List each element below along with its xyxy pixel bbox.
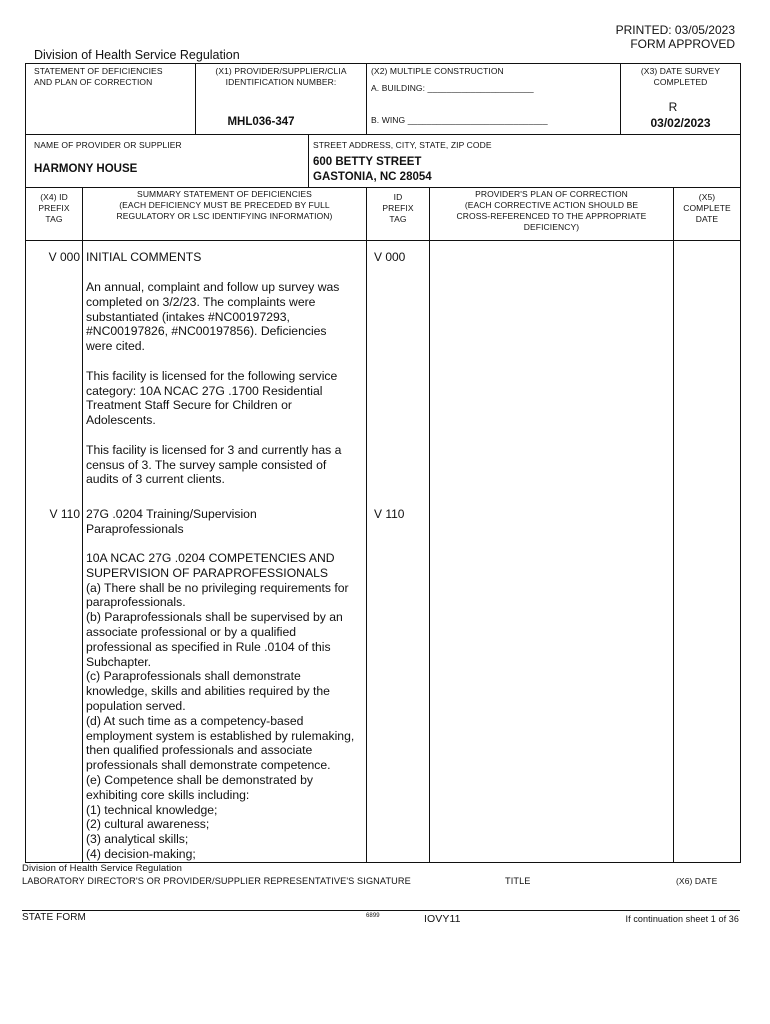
statement-label: STATEMENT OF DEFICIENCIES AND PLAN OF CORRECTION <box>34 66 163 87</box>
footer-agency: Division of Health Service Regulation <box>22 863 182 874</box>
building-field: A. BUILDING: ______________________ <box>371 83 534 93</box>
entry-body: An annual, complaint and follow up survey was completed on 3/2/23. The complaints were substantiated (intakes #NC00197293, #NC00197826, #NC00197856). Deficiencies were cited. This facility is licensed for the following service category: 10A NCAC 27G .1700 Residential Treatment Staff Secure for Children or Adolescents. This facility is licensed for 3 and currently has a census of 3. The survey sample consisted of audits of 3 current clients. <box>86 280 342 487</box>
entry-title: 27G .0204 Training/Supervision Paraprofessionals <box>86 507 257 536</box>
form-approved: FORM APPROVED <box>630 37 735 51</box>
x1-identification-number: MHL036-347 <box>227 116 295 128</box>
x5-column-header: (X5) COMPLETE DATE <box>683 192 731 224</box>
wing-field: B. WING _____________________________ <box>371 115 548 125</box>
entry-body: 10A NCAC 27G .0204 COMPETENCIES AND SUPERVISION OF PARAPROFESSIONALS (a) There shall be no privileging requirements for paraprofessionals. (b) Paraprofessionals shall be supervised by an associate professional or by a qualified professional as specified in Rule .0104 of this Subchapter. (c) Paraprofessionals shall demonstrate knowledge, skills and abilities required by the population served. (d) At such time as a competency-based employment system is established by rulemaking, then qualified professionals and associate professionals shall demonstrate competence. (e) Competence shall be demonstrated by exhibiting core skills including: (1) technical knowledge; (2) cultural awareness; (3) analytical skills; (4) decision-making; <box>86 551 355 861</box>
x2-label: (X2) MULTIPLE CONSTRUCTION <box>371 66 504 76</box>
x3-code: R <box>668 100 678 114</box>
state-form-label: STATE FORM <box>22 912 86 923</box>
form-number: 6899 <box>366 913 380 919</box>
x4-column-header: (X4) ID PREFIX TAG <box>38 192 70 224</box>
entry-tag: V 110 <box>49 507 80 521</box>
signature-label: LABORATORY DIRECTOR'S OR PROVIDER/SUPPLIER REPRESENTATIVE'S SIGNATURE <box>22 876 411 886</box>
survey-completed-date: 03/02/2023 <box>650 116 711 130</box>
entry-tag: V 000 <box>48 250 80 264</box>
entry-id-tag: V 110 <box>374 507 405 521</box>
address-line-2: GASTONIA, NC 28054 <box>313 171 432 183</box>
summary-column-header: SUMMARY STATEMENT OF DEFICIENCIES (EACH DEFICIENCY MUST BE PRECEDED BY FULL REGULATORY OR LSC IDENTIFYING INFORMATION) <box>116 189 333 221</box>
agency-name: Division of Health Service Regulation <box>34 48 240 62</box>
address-line-1: 600 BETTY STREET <box>313 156 422 168</box>
provider-name-label: NAME OF PROVIDER OR SUPPLIER <box>34 140 182 150</box>
x1-label: (X1) PROVIDER/SUPPLIER/CLIA IDENTIFICATION NUMBER: <box>215 66 347 87</box>
plan-column-header: PROVIDER'S PLAN OF CORRECTION (EACH CORRECTIVE ACTION SHOULD BE CROSS-REFERENCED TO THE APPROPRIATE DEFICIENCY) <box>456 189 647 232</box>
entry-id-tag: V 000 <box>374 250 406 264</box>
printed-date: PRINTED: 03/05/2023 <box>615 23 735 37</box>
x6-date-label: (X6) DATE <box>676 876 718 886</box>
address-label: STREET ADDRESS, CITY, STATE, ZIP CODE <box>313 140 492 150</box>
title-label: TITLE <box>505 876 531 886</box>
event-id: IOVY11 <box>424 913 461 925</box>
x3-label: (X3) DATE SURVEY COMPLETED <box>640 66 721 87</box>
continuation-sheet: If continuation sheet 1 of 36 <box>625 914 739 924</box>
entry-title: INITIAL COMMENTS <box>86 250 202 264</box>
id-column-header: ID PREFIX TAG <box>382 192 414 224</box>
provider-name: HARMONY HOUSE <box>34 163 138 175</box>
